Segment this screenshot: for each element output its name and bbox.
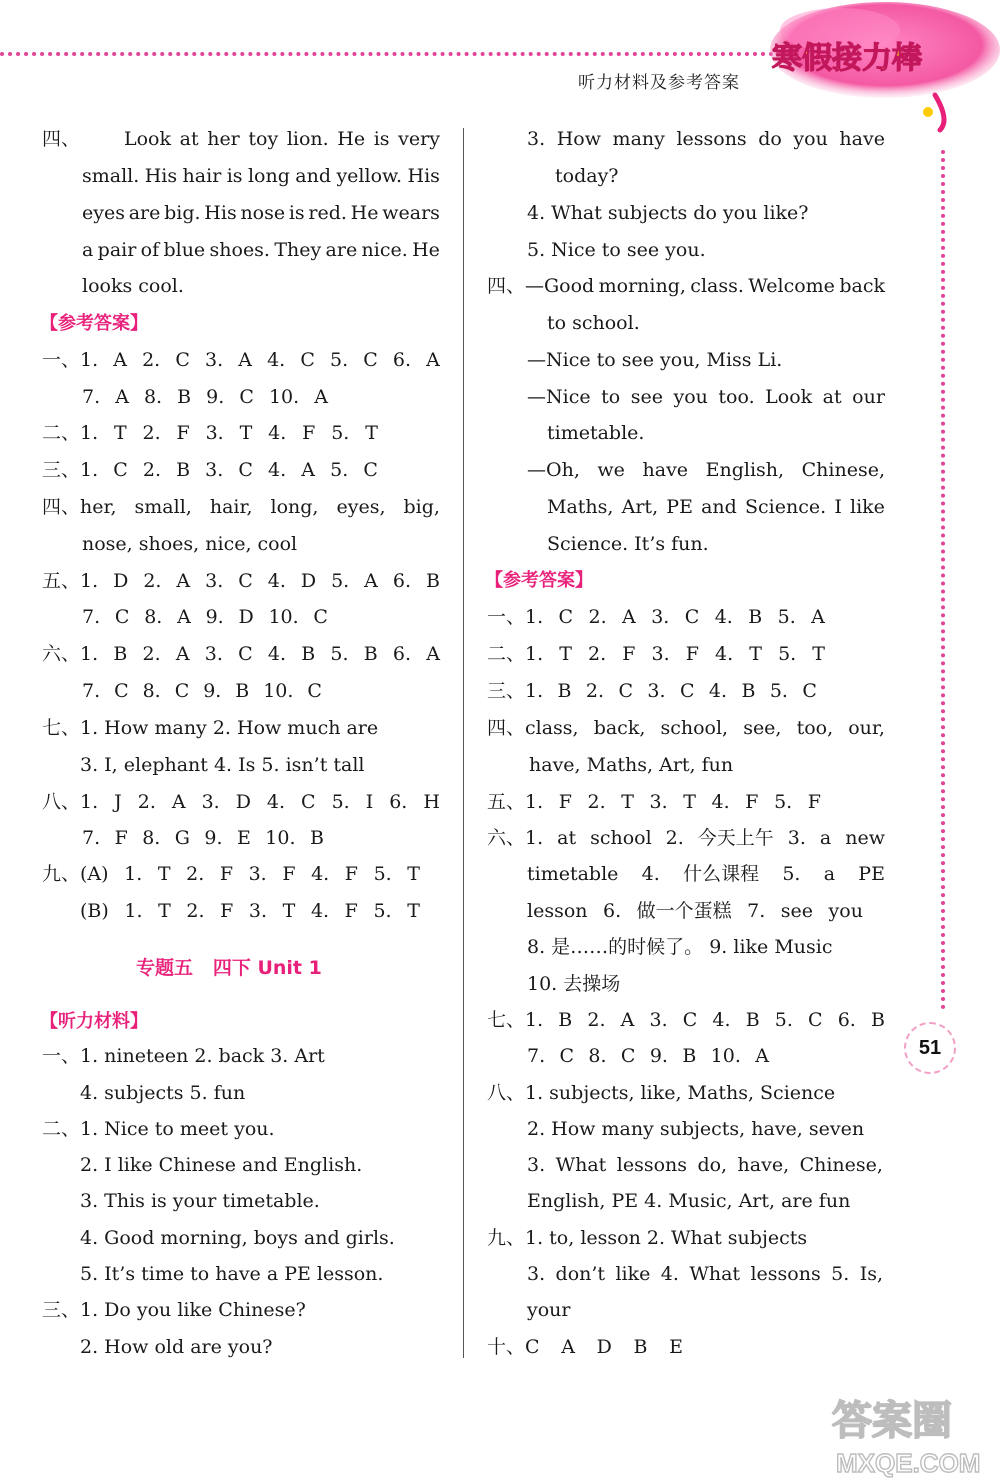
listening-line: 4. Good morning, boys and girls. — [80, 1227, 395, 1249]
passage-line: Look at her toy lion. He is very — [124, 128, 440, 150]
answer-line: 八、1. J 2. A 3. D 4. C 5. I 6. H — [42, 791, 440, 813]
answer-line: 九、1. to, lesson 2. What subjects — [487, 1227, 808, 1249]
listening-line: —Oh, we have English, Chinese, — [527, 459, 885, 481]
answer-line: (B) 1. T 2. F 3. T 4. F 5. T — [80, 900, 420, 922]
answer-line: 2. How many subjects, have, seven — [527, 1118, 865, 1140]
answer-line: 3. I, elephant 4. Is 5. isn’t tall — [80, 754, 365, 776]
answer-line: 一、1. C 2. A 3. C 4. B 5. A — [487, 606, 825, 628]
answer-line: 10. 去操场 — [527, 973, 621, 995]
topic-title: 专题五 四下 Unit 1 — [136, 957, 322, 979]
answer-heading: 【参考答案】 — [485, 570, 593, 591]
answer-line: 七、1. How many 2. How much are — [42, 717, 379, 739]
answer-line: 7. F 8. G 9. E 10. B — [82, 827, 324, 849]
answer-line: 三、1. C 2. B 3. C 4. A 5. C — [42, 459, 378, 481]
listening-line: 5. Nice to see you. — [527, 239, 706, 261]
answer-line: 7. C 8. C 9. B 10. A — [527, 1045, 769, 1067]
page-number: 51 — [904, 1022, 956, 1074]
answer-line: 五、1. D 2. A 3. C 4. D 5. A 6. B — [42, 570, 440, 592]
passage-line: a pair of blue shoes. They are nice. He — [82, 239, 440, 261]
logo-text: 寒假接力棒 — [772, 41, 922, 76]
column-divider — [463, 128, 464, 1358]
answer-line: 3. What lessons do, have, Chinese, — [527, 1154, 883, 1176]
answer-line: 7. A 8. B 9. C 10. A — [82, 386, 328, 408]
passage-line: looks cool. — [82, 275, 184, 297]
listening-line: 2. I like Chinese and English. — [80, 1154, 363, 1176]
answer-line: 二、1. T 2. F 3. T 4. F 5. T — [42, 422, 378, 444]
answer-line: 六、1. at school 2. 今天上午 3. a new — [487, 827, 885, 849]
side-dotted-rule — [941, 150, 945, 1010]
listening-line: 四、—Good morning, class. Welcome back — [487, 275, 885, 297]
answer-line: 九、(A) 1. T 2. F 3. F 4. F 5. T — [42, 863, 420, 885]
brand-logo — [760, 0, 1000, 135]
answer-heading: 【参考答案】 — [40, 313, 148, 334]
listening-line: 4. subjects 5. fun — [80, 1082, 246, 1104]
answer-line: 7. C 8. A 9. D 10. C — [82, 606, 328, 628]
listening-line: Science. It’s fun. — [547, 533, 709, 555]
listening-line: 3. How many lessons do you have — [527, 128, 885, 150]
listening-line: 4. What subjects do you like? — [527, 202, 809, 224]
answer-line: timetable 4. 什么课程 5. a PE — [527, 863, 885, 885]
answer-line: nose, shoes, nice, cool — [82, 533, 298, 555]
listening-line: today? — [555, 165, 619, 187]
header-title: 听力材料及参考答案 — [578, 73, 740, 93]
passage-label: 四、 — [42, 128, 81, 150]
answer-line: 3. don’t like 4. What lessons 5. Is, — [527, 1263, 883, 1285]
listening-line: —Nice to see you, Miss Li. — [527, 349, 783, 371]
answer-line: 一、1. A 2. C 3. A 4. C 5. C 6. A — [42, 349, 440, 371]
answer-line: 8. 是……的时候了。 9. like Music — [527, 936, 833, 958]
answer-line: lesson 6. 做一个蛋糕 7. see you — [527, 900, 863, 922]
listening-line: Maths, Art, PE and Science. I like — [547, 496, 885, 518]
answer-line: 五、1. F 2. T 3. T 4. F 5. F — [487, 791, 821, 813]
answer-line: 七、1. B 2. A 3. C 4. B 5. C 6. B — [487, 1009, 885, 1031]
answer-line: your — [527, 1299, 571, 1321]
watermark-text: 答案圈 — [832, 1398, 952, 1444]
listening-heading: 【听力材料】 — [40, 1011, 148, 1032]
listening-line: 5. It’s time to have a PE lesson. — [80, 1263, 384, 1285]
answer-line: 四、her, small, hair, long, eyes, big, — [42, 496, 440, 518]
watermark-logo — [826, 1388, 996, 1480]
listening-line: 一、1. nineteen 2. back 3. Art — [42, 1045, 325, 1067]
passage-line: eyes are big. His nose is red. He wears — [82, 202, 440, 224]
listening-line: 二、1. Nice to meet you. — [42, 1118, 275, 1140]
listening-line: 三、1. Do you like Chinese? — [42, 1299, 306, 1321]
answer-line: 四、class, back, school, see, too, our, — [487, 717, 885, 739]
listening-line: 3. This is your timetable. — [80, 1190, 320, 1212]
answer-line: 十、C A D B E — [487, 1336, 683, 1358]
answer-line: English, PE 4. Music, Art, are fun — [527, 1190, 851, 1212]
listening-line: to school. — [547, 312, 640, 334]
answer-line: 八、1. subjects, like, Maths, Science — [487, 1082, 836, 1104]
answer-line: 7. C 8. C 9. B 10. C — [82, 680, 322, 702]
listening-line: —Nice to see you too. Look at our — [527, 386, 885, 408]
answer-line: 二、1. T 2. F 3. F 4. T 5. T — [487, 643, 825, 665]
answer-line: 三、1. B 2. C 3. C 4. B 5. C — [487, 680, 817, 702]
watermark-url: MXQE.COM — [836, 1448, 981, 1478]
header-dotted-rule — [0, 52, 790, 56]
answer-line: 六、1. B 2. A 3. C 4. B 5. B 6. A — [42, 643, 440, 665]
listening-line: 2. How old are you? — [80, 1336, 273, 1358]
listening-line: timetable. — [547, 422, 645, 444]
answer-line: have, Maths, Art, fun — [529, 754, 734, 776]
passage-line: small. His hair is long and yellow. His — [82, 165, 440, 187]
